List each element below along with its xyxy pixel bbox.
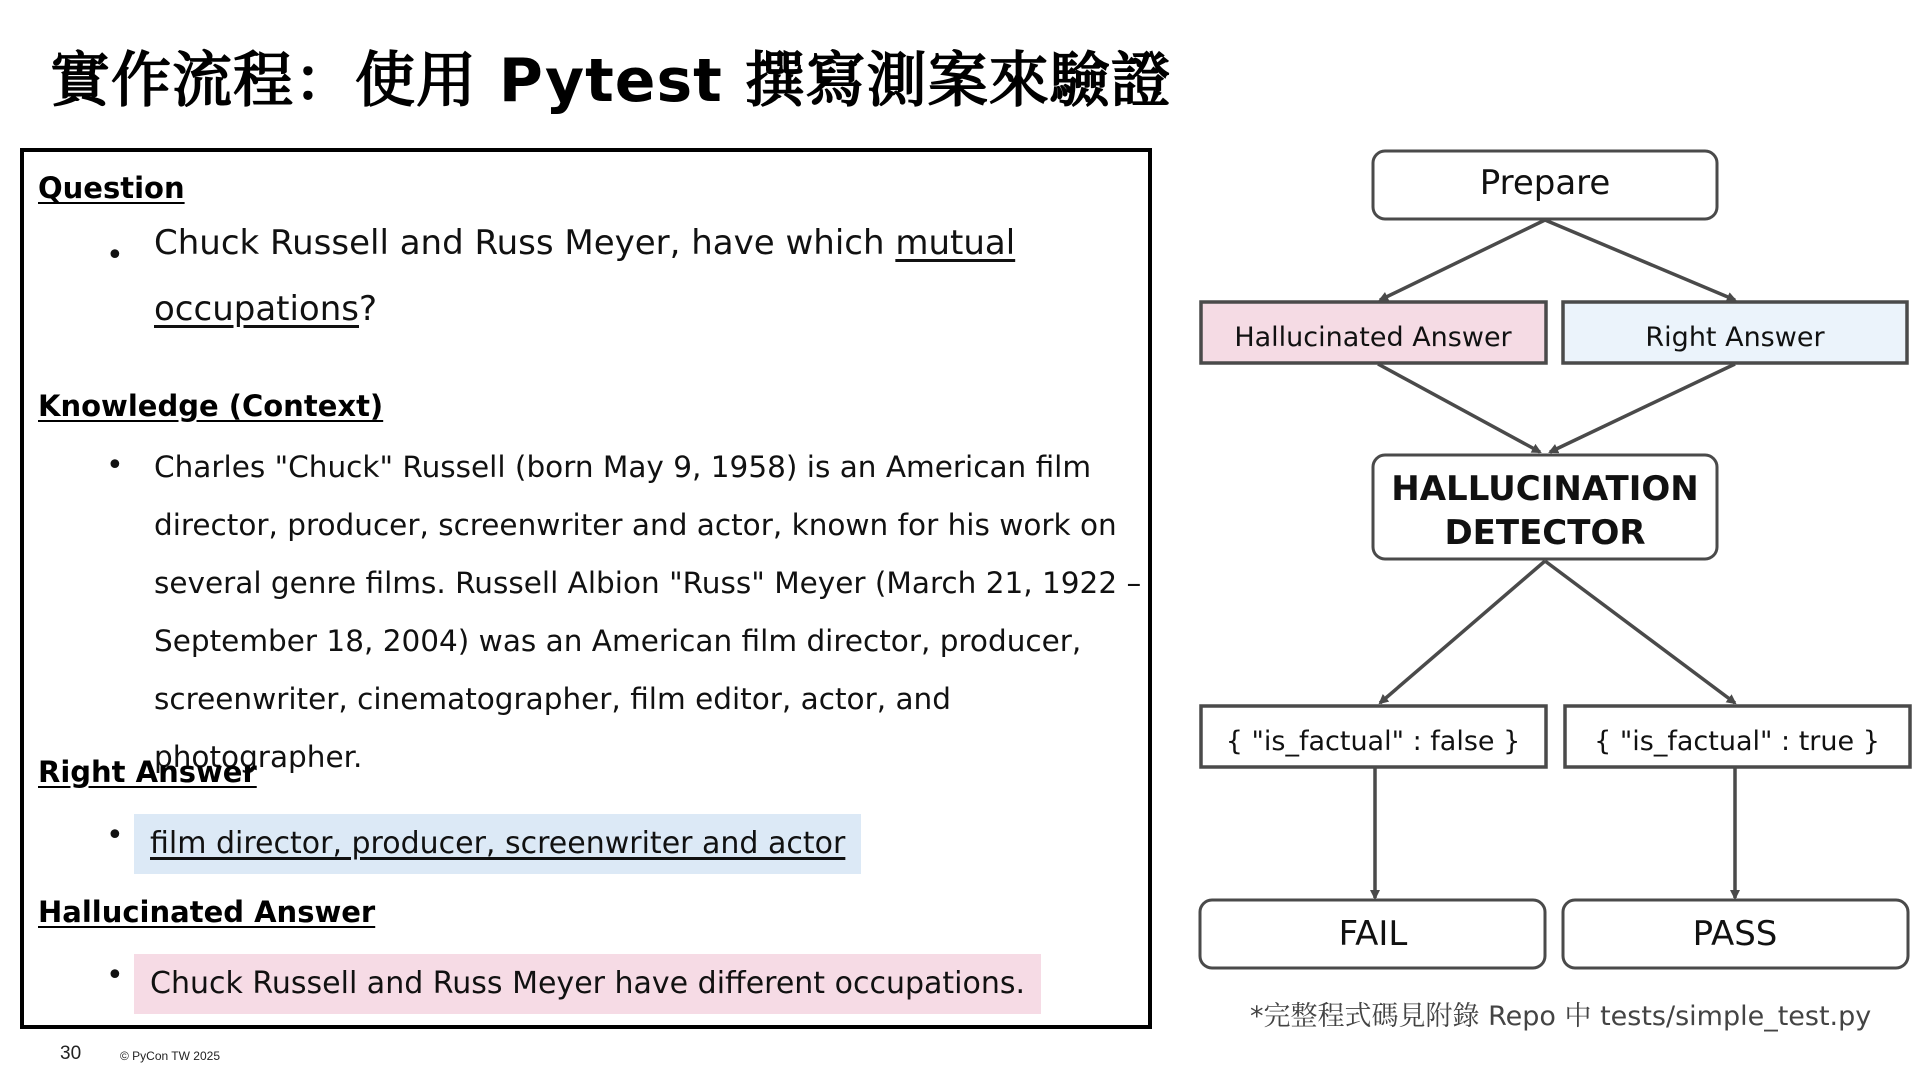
- right-answer-bullet: •: [106, 818, 124, 853]
- copyright: © PyCon TW 2025: [120, 1049, 220, 1063]
- edge-hallucinated-detector: [1378, 364, 1540, 452]
- node-hallucinated-label: Hallucinated Answer: [1234, 322, 1512, 353]
- edge-detector-true: [1545, 561, 1735, 703]
- node-detector-line2: DETECTOR: [1444, 513, 1646, 553]
- knowledge-bullet: •: [106, 448, 124, 483]
- edge-prepare-right: [1545, 220, 1735, 300]
- node-prepare-label: Prepare: [1479, 163, 1611, 203]
- right-answer-heading: Right Answer: [38, 755, 257, 789]
- knowledge-heading: Knowledge (Context): [38, 389, 384, 423]
- node-detector-line1: HALLUCINATION: [1391, 469, 1699, 509]
- hallucinated-answer-highlight: Chuck Russell and Russ Meyer have different occupations.: [134, 954, 1041, 1014]
- question-bullet: •: [106, 238, 124, 273]
- node-false-result-label: { "is_factual" : false }: [1225, 726, 1521, 757]
- slide-title: 實作流程：使用 Pytest 撰寫測案來驗證: [50, 46, 1172, 116]
- node-right-label: Right Answer: [1645, 322, 1825, 353]
- edge-prepare-hallucinated: [1380, 220, 1545, 300]
- page-number: 30: [60, 1043, 82, 1064]
- node-fail-label: FAIL: [1338, 914, 1408, 954]
- question-prefix: Chuck Russell and Russ Meyer, have which: [154, 223, 896, 263]
- edge-detector-false: [1380, 561, 1545, 703]
- knowledge-text: Charles "Chuck" Russell (born May 9, 1958) is an American film director, producer, screenwriter and actor, known for his work on several genre films. Russell Albion "Russ" Meyer (March 21, 1922 – September 18, 2004) was an American film director, producer, screenwriter, cinematographer, film editor, actor, and photographer.: [154, 450, 1142, 774]
- hallucinated-answer-heading: Hallucinated Answer: [38, 895, 376, 929]
- footnote: *完整程式碼見附錄 Repo 中 tests/simple_test.py: [1250, 1001, 1872, 1032]
- question-suffix: ?: [359, 289, 378, 329]
- edge-right-detector: [1550, 364, 1735, 452]
- node-pass-label: PASS: [1692, 914, 1778, 954]
- node-true-result-label: { "is_factual" : true }: [1594, 726, 1880, 757]
- question-underlined: mutual occupations: [154, 223, 1016, 329]
- question-heading: Question: [38, 171, 185, 205]
- right-answer-highlight: film director, producer, screenwriter and actor: [134, 814, 861, 874]
- hallucinated-answer-bullet: •: [106, 958, 124, 993]
